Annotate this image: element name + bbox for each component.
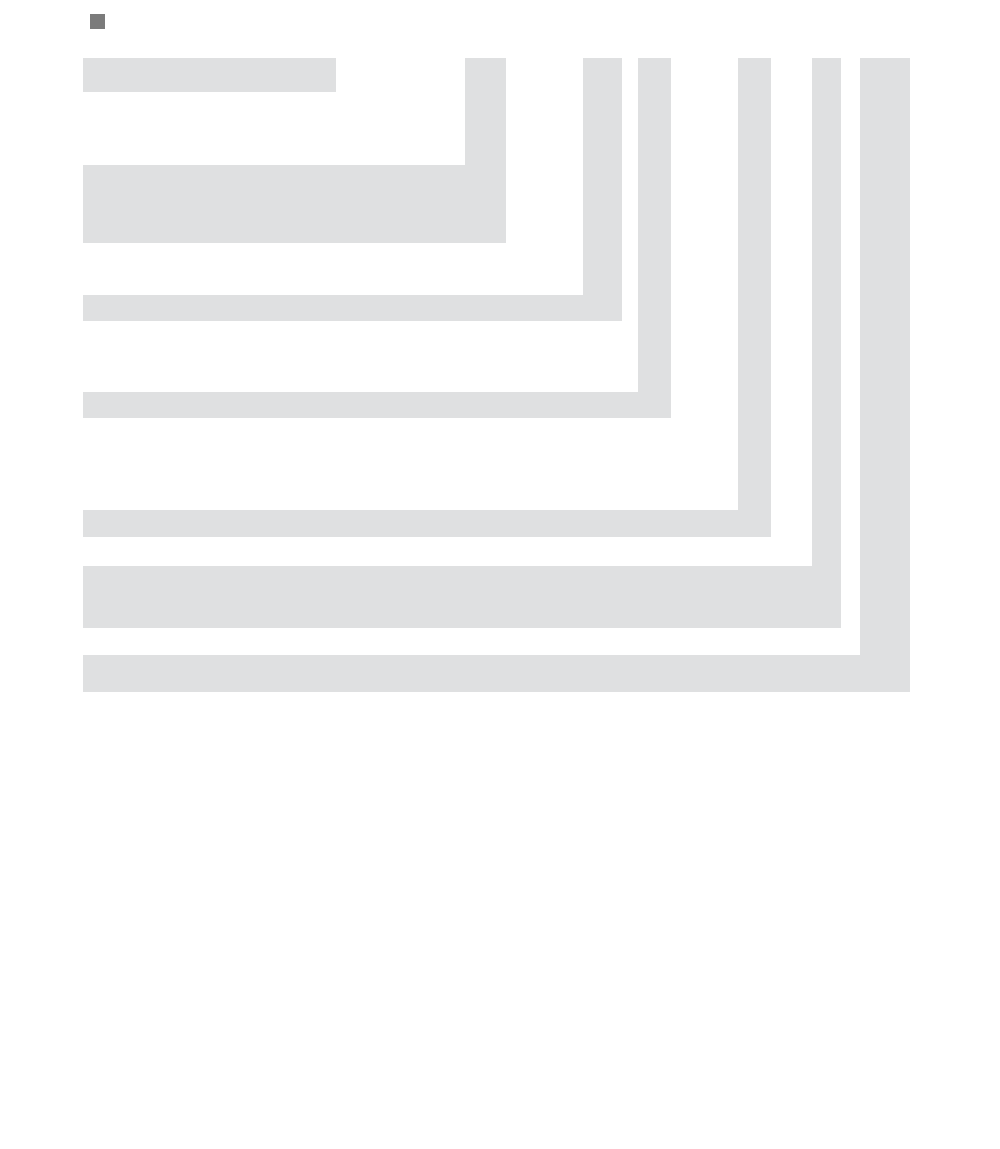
band-col-02	[860, 58, 910, 655]
band-col-8a	[583, 58, 622, 295]
band-row-guide2	[83, 392, 671, 418]
band-company	[83, 58, 336, 92]
band-col-8b	[638, 58, 671, 392]
band-row-thickness	[83, 655, 910, 692]
band-row-idnum	[83, 566, 841, 628]
band-row-modules	[83, 165, 506, 243]
band-row-guide1	[83, 295, 622, 321]
band-row-guide3	[83, 510, 771, 537]
title-square-icon	[90, 14, 105, 29]
band-col-8c	[738, 58, 771, 510]
band-col-A	[812, 58, 841, 566]
band-col-61	[465, 58, 506, 165]
